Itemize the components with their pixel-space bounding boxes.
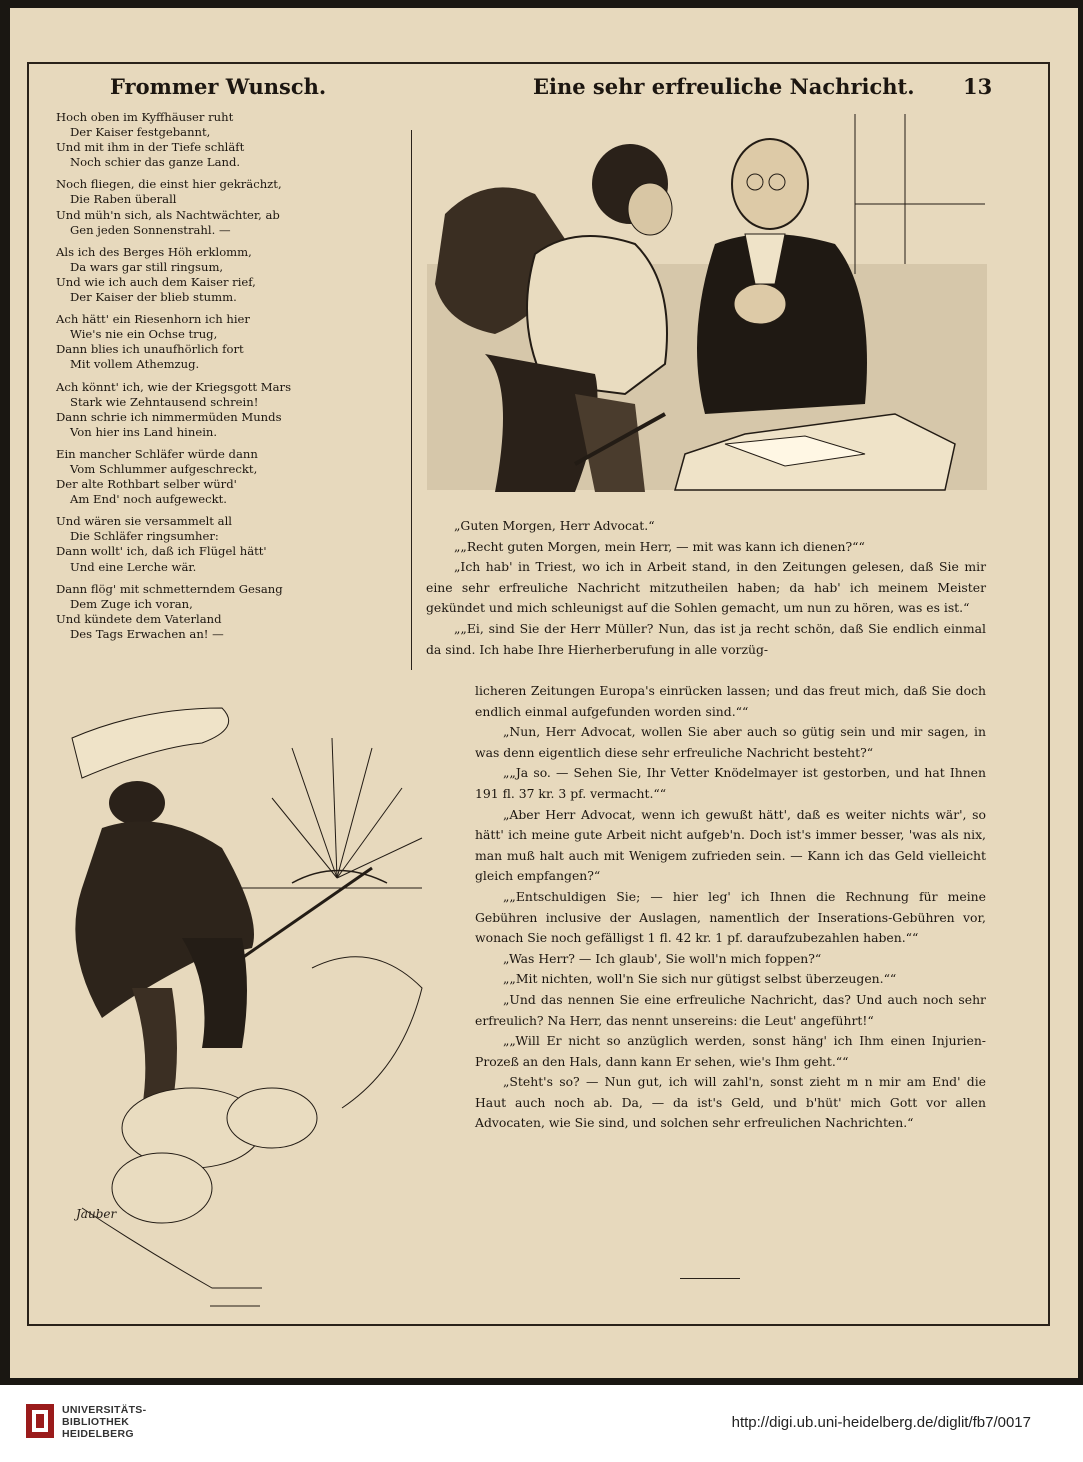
poem-line: Stark wie Zehntausend schrein! — [70, 394, 259, 409]
story-paragraph: „„Will Er nicht so anzüglich werden, sonst häng' ich Ihm einen Injurien-Prozeß an den Hals, dann kann Er sehen, wie's Ihm geht.““ — [475, 1033, 986, 1069]
poem-stanza — [56, 514, 356, 574]
story-paragraph: „Aber Herr Advocat, wenn ich gewußt hätt', daß es weiter nichts wär', so hätt' ich meine gute Arbeit nicht aufgeb'n. Doch ist's immer besser, 'was als nix, man muß halt auch mit Wenigem zufrieden sein. — Kann ich das Geld vielleicht gleich empfangen?“ — [475, 806, 986, 884]
engraving-traveler-and-advocate — [425, 114, 990, 492]
story-text-upper — [426, 516, 986, 660]
poem-line: Ach hätt' ein Riesenhorn ich hier — [56, 312, 250, 327]
poem-stanza — [56, 447, 356, 507]
poem-line: Dann schrie ich nimmermüden Munds — [56, 409, 282, 424]
poem-line: Des Tags Erwachen an! — — [70, 626, 224, 641]
poem-title: Frommer Wunsch. — [110, 74, 327, 99]
poem-line: Dem Zuge ich voran, — [70, 596, 193, 611]
poem-line: Der alte Rothbart selber würd' — [56, 477, 237, 492]
library-logo-text — [62, 1404, 146, 1440]
poem-stanza — [56, 177, 356, 237]
library-logo-icon — [24, 1400, 56, 1442]
ornamental-base — [82, 957, 422, 1288]
poem-line: Dann blies ich unaufhörlich fort — [56, 342, 244, 357]
story-paragraph: „Guten Morgen, Herr Advocat.“ — [454, 518, 655, 533]
story-paragraph: „„Ja so. — Sehen Sie, Ihr Vetter Knödelmayer ist gestorben, und hat Ihnen 191 fl. 37 kr. 3 pf. vermacht.““ — [475, 765, 986, 801]
poem-line: Und wie ich auch dem Kaiser rief, — [56, 274, 256, 289]
poem-line: Wie's nie ein Ochse trug, — [70, 327, 218, 342]
story-paragraph: „Steht's so? — Nun gut, ich will zahl'n, sonst zieht m n mir am End' die Haut auch noch ab. Da, — da ist's Geld, und b'hüt' mich Gott vor allen Advocaten, wie Sie sind, und solchen sehr erfreulichen Nachrichten.“ — [475, 1074, 986, 1131]
logo-line-2: BIBLIOTHEK — [62, 1416, 130, 1428]
column-divider — [411, 130, 412, 670]
poem-line: Von hier ins Land hinein. — [70, 424, 218, 439]
poem-line: Und kündete dem Vaterland — [56, 611, 222, 626]
story-paragraph: „„Recht guten Morgen, mein Herr, — mit was kann ich dienen?““ — [454, 538, 865, 554]
engraving-horn-blower-on-mountain — [42, 688, 442, 1312]
poem-stanza — [56, 110, 356, 170]
story-title: Eine sehr erfreuliche Nachricht. — [533, 74, 915, 99]
poem-line: Die Schläfer ringsumher: — [70, 529, 219, 544]
logo-line-3: HEIDELBERG — [62, 1428, 134, 1440]
story-paragraph: „Ich hab' in Triest, wo ich in Arbeit stand, in den Zeitungen gelesen, daß Sie mir eine sehr erfreuliche Nachricht mitzutheilen haben; da hab' ich meinem Meister gekündet und mich schleunigst auf die Sohlen gemacht, um nun zu hören, was es ist.“ — [426, 559, 986, 616]
poem-line: Ein mancher Schläfer würde dann — [56, 446, 258, 461]
poem-line: Der Kaiser der blieb stumm. — [70, 290, 237, 305]
poem-text — [56, 110, 356, 649]
poem-line: Die Raben überall — [70, 192, 177, 207]
poem-line: Als ich des Berges Höh erklomm, — [56, 244, 252, 259]
poem-line: Und wären sie versammelt all — [56, 514, 232, 529]
poem-line: Am End' noch aufgeweckt. — [70, 492, 227, 507]
horn-blower-figure — [75, 781, 372, 1108]
poem-line: Hoch oben im Kyffhäuser ruht — [56, 110, 234, 124]
poem-line: Gen jeden Sonnenstrahl. — — [70, 222, 231, 237]
story-paragraph: „Und das nennen Sie eine erfreuliche Nachricht, das? Und auch noch sehr erfreulich? Na Herr, das nennt unsereins: die Leut' angeführt!“ — [475, 991, 986, 1028]
logo-line-1: UNIVERSITÄTS- — [62, 1404, 147, 1416]
story-paragraph: licheren Zeitungen Europa's einrücken lassen; und das freut mich, daß Sie doch endlich einmal aufgefunden worden sind.““ — [475, 683, 986, 719]
story-paragraph: „Nun, Herr Advocat, wollen Sie aber auch so gütig sein und mir sagen, in was denn eigentlich diese sehr erfreuliche Nachricht besteht?“ — [475, 724, 986, 760]
end-rule — [680, 1278, 740, 1279]
artist-signature: Jauber — [76, 1207, 117, 1221]
poem-line: Der Kaiser festgebannt, — [70, 125, 211, 140]
advocate-figure — [697, 139, 867, 414]
poem-stanza — [56, 312, 356, 372]
poem-stanza — [56, 245, 356, 305]
poem-line: Mit vollem Athemzug. — [70, 357, 200, 372]
poem-line: Da wars gar still ringsum, — [70, 259, 224, 274]
page-number: 13 — [963, 74, 993, 99]
poem-line: Ach könnt' ich, wie der Kriegsgott Mars — [56, 379, 292, 394]
poem-line: Noch fliegen, die einst hier gekrächzt, — [56, 177, 282, 192]
poem-stanza — [56, 380, 356, 440]
poem-line: Noch schier das ganze Land. — [70, 155, 241, 170]
story-paragraph: „„Ei, sind Sie der Herr Müller? Nun, das ist ja recht schön, daß Sie endlich einmal da sind. Ich habe Ihre Hierherberufung in alle vorzüg- — [426, 620, 986, 657]
story-text-lower — [475, 681, 986, 1134]
story-paragraph: „„Mit nichten, woll'n Sie sich nur gütigst selbst überzeugen.““ — [503, 971, 897, 987]
poem-line: Und mit ihm in der Tiefe schläft — [56, 140, 245, 155]
poem-line: Dann flög' mit schmetterndem Gesang — [56, 581, 283, 596]
poem-line: Vom Schlummer aufgeschreckt, — [70, 461, 258, 476]
poem-line: Dann wollt' ich, daß ich Flügel hätt' — [56, 544, 267, 559]
poem-stanza — [56, 582, 356, 642]
source-url-link[interactable]: http://digi.ub.uni-heidelberg.de/diglit/fb7/0017 — [731, 1414, 1031, 1431]
poem-line: Und eine Lerche wär. — [70, 559, 197, 574]
story-paragraph: „Was Herr? — Ich glaub', Sie woll'n mich foppen?“ — [503, 950, 822, 966]
sun-rays — [272, 738, 422, 878]
story-paragraph: „„Entschuldigen Sie; — hier leg' ich Ihnen die Rechnung für meine Gebühren inclusive der Auslagen, namentlich der Inserations-Gebühren vor, wonach Sie noch gefälligst 1 fl. 42 kr. 1 pf. daraufzubezahlen haben.““ — [475, 888, 986, 946]
poem-line: Und müh'n sich, als Nachtwächter, ab — [56, 207, 280, 222]
